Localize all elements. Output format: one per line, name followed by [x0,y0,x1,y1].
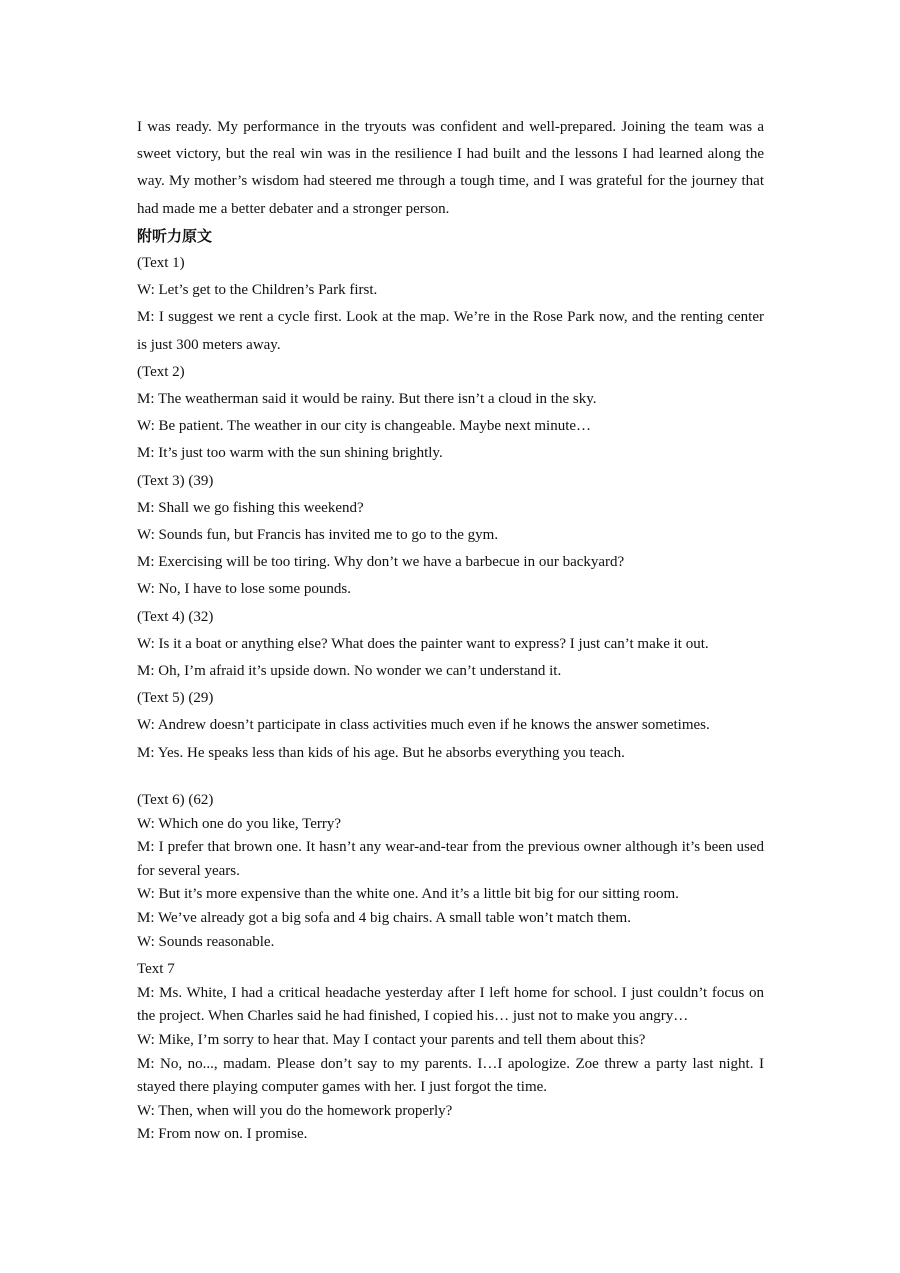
text1-line: M: I suggest we rent a cycle first. Look at the map. We’re in the Rose Park now, and the renting center is just 300 meters away. [137,309,764,353]
text3-line: M: Exercising will be too tiring. Why don’t we have a barbecue in our backyard? [137,554,625,571]
text1-label: (Text 1) [137,255,185,272]
text6-line: W: But it’s more expensive than the white one. And it’s a little bit big for our sitting room. [137,886,679,903]
text4-label: (Text 4) (32) [137,608,214,625]
text2-line: M: The weatherman said it would be rainy. But there isn’t a cloud in the sky. [137,391,597,408]
text3-label: (Text 3) (39) [137,472,214,489]
text4-line: M: Oh, I’m afraid it’s upside down. No wonder we can’t understand it. [137,663,562,680]
text1-line: W: Let’s get to the Children’s Park first. [137,282,378,299]
text6-line: W: Which one do you like, Terry? [137,815,342,832]
text4-line: W: Is it a boat or anything else? What does the painter want to express? I just can’t make it out. [137,635,709,652]
text6-line: W: Sounds reasonable. [137,933,275,950]
text3-line: M: Shall we go fishing this weekend? [137,499,364,516]
listening-transcript-heading: 附听力原文 [137,226,213,245]
text6-line: M: We’ve already got a big sofa and 4 big chairs. A small table won’t match them. [137,909,631,926]
text5-label: (Text 5) (29) [137,690,214,707]
passage-ending-paragraph: I was ready. My performance in the tryouts was confident and well-prepared. Joining the team was a sweet victory, but the real win was in the resilience I had built and the lessons I had learned along the way. My mother’s wisdom had steered me through a tough time, and I was grateful for the journey that had made me a better debater and a stronger person. [137,119,764,217]
text7-line: M: From now on. I promise. [137,1126,308,1143]
text5-line: M: Yes. He speaks less than kids of his age. But he absorbs everything you teach. [137,744,625,761]
text6-label: (Text 6) (62) [137,792,214,808]
text7-line: W: Then, when will you do the homework properly? [137,1102,453,1119]
text5-line: W: Andrew doesn’t participate in class activities much even if he knows the answer sometimes. [137,717,710,734]
text6-line: M: I prefer that brown one. It hasn’t any wear-and-tear from the previous owner although it’s been used for several years. [137,839,764,879]
text2-line: W: Be patient. The weather in our city is changeable. Maybe next minute… [137,418,592,435]
text2-label: (Text 2) [137,363,185,380]
text7-line: M: Ms. White, I had a critical headache yesterday after I left home for school. I just couldn’t focus on the project. When Charles said he had finished, I copied his… just not to make you angry… [137,984,764,1025]
lower-section [137,789,764,1147]
text7-line: M: No, no..., madam. Please don’t say to my parents. I…I apologize. Zoe threw a party last night. I stayed there playing computer games with her. I just forgot the time. [137,1055,764,1096]
text3-line: W: No, I have to lose some pounds. [137,581,351,598]
upper-section [137,114,764,767]
text7-line: W: Mike, I’m sorry to hear that. May I contact your parents and tell them about this? [137,1031,646,1048]
text3-line: W: Sounds fun, but Francis has invited me to go to the gym. [137,527,499,544]
text7-label: Text 7 [137,961,175,978]
text2-line: M: It’s just too warm with the sun shining brightly. [137,445,443,462]
